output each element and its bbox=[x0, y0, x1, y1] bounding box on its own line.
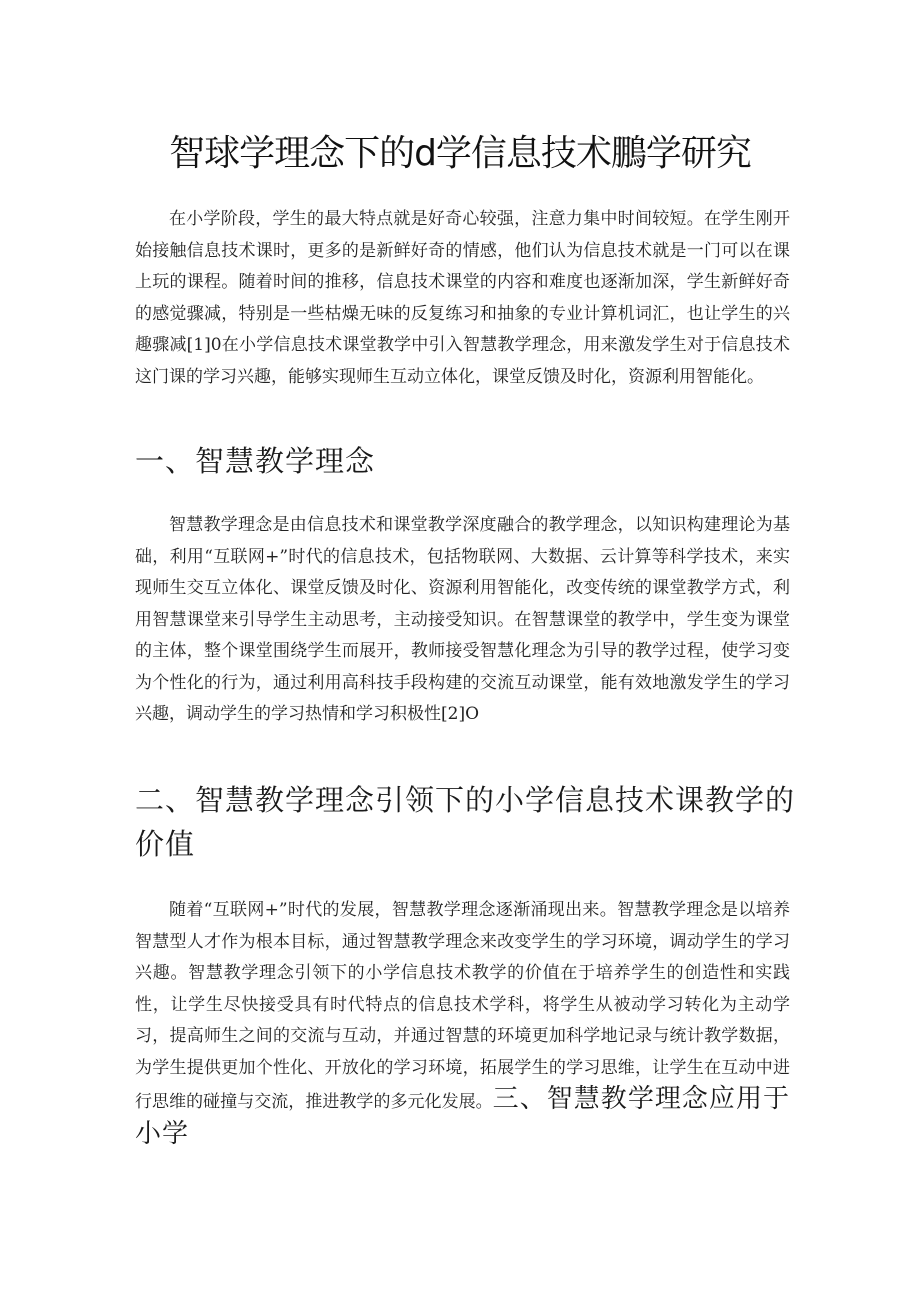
document-title: 智球学理念下的d学信息技术鵬学研究 bbox=[169, 133, 751, 174]
section-1-paragraph bbox=[135, 510, 790, 731]
section-2-heading: 二、智慧教学理念引领下的小学信息技术课教学的价值 bbox=[135, 783, 796, 861]
intro-text: 在小学阶段，学生的最大特点就是好奇心较强，注意力集中时间较短。在学生刚开始接触信息技术课时，更多的是新鲜好奇的情感，他们认为信息技术就是一门可以在课上玩的课程。随着时间的推移，信息技术课堂的内容和难度也逐渐加深，学生新鲜好奇的感觉骤减，特别是一些枯燥无味的反复练习和抽象的专业计算机词汇，也让学生的兴趣骤减[1]0在小学信息技术课堂教学中引入智慧教学理念，用来激发学生对于信息技术这门课的学习兴趣，能够实现师生互动立体化，课堂反馈及时化，资源利用智能化。 bbox=[135, 209, 790, 387]
section-2-paragraph bbox=[135, 895, 790, 1153]
intro-paragraph bbox=[135, 204, 790, 393]
section-2-text bbox=[135, 895, 790, 1153]
section-2-body: 随着“互联网+”时代的发展，智慧教学理念逐渐涌现出来。智慧教学理念是以培养智慧型人才作为根本目标，通过智慧教学理念来改变学生的学习环境，调动学生的学习兴趣。智慧教学理念引领下的小学信息技术教学的价值在于培养学生的创造性和实践性，让学生尽快接受具有时代特点的信息技术学科，将学生从被动学习转化为主动学习，提高师生之间的交流与互动，并通过智慧的环境更加科学地记录与统计教学数据，为学生提供更加个性化、开放化的学习环境，拓展学生的学习思维，让学生在互动中进行思维的碰撞与交流，推进教学的多元化发展。 bbox=[135, 900, 790, 1112]
section-1-heading: 一、智慧教学理念 bbox=[135, 444, 376, 478]
section-3-heading: 三、智慧教学理念应用于小学 bbox=[135, 1084, 790, 1149]
section-1-text: 智慧教学理念是由信息技术和课堂教学深度融合的教学理念，以知识构建理论为基础，利用“互联网+”时代的信息技术，包括物联网、大数据、云计算等科学技术，来实现师生交互立体化、课堂反馈及时化、资源利用智能化，改变传统的课堂教学方式，利用智慧课堂来引导学生主动思考，主动接受知识。在智慧课堂的教学中，学生变为课堂的主体，整个课堂围绕学生而展开，教师接受智慧化理念为引导的教学过程，使学习变为个性化的行为，通过利用高科技手段构建的交流互动课堂，能有效地激发学生的学习兴趣，调动学生的学习热情和学习积极性[2]O bbox=[135, 515, 790, 724]
